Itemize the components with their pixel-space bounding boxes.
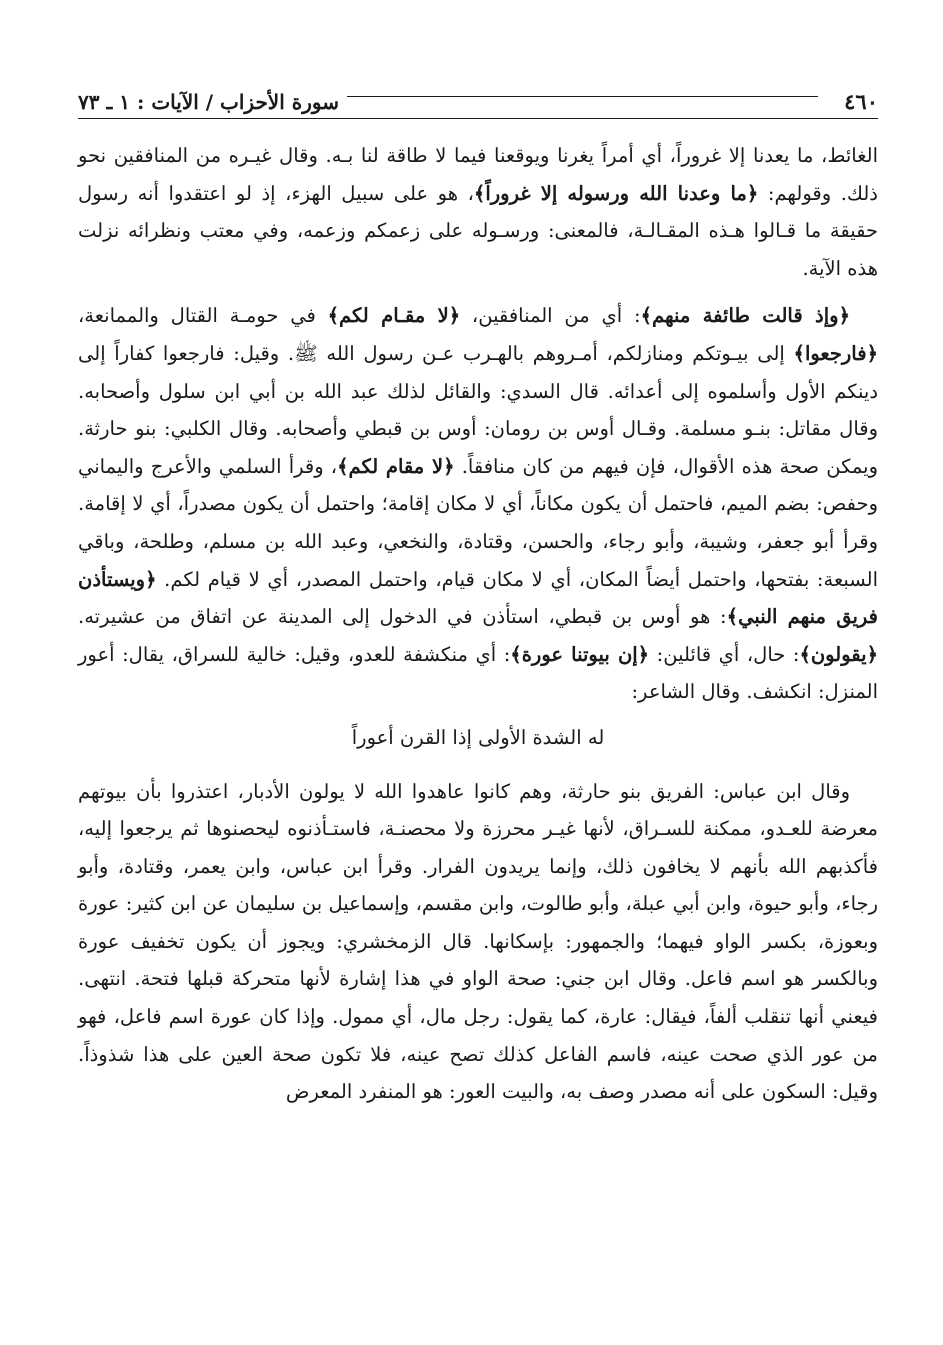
paragraph-3: [78, 773, 878, 1111]
header-rule: [333, 96, 818, 97]
quran-quote: ﴿يقولون﴾: [799, 642, 878, 666]
page-header: [78, 78, 878, 119]
text-segment: ، هو على سبيل الهزء، إذ لو اعتقدوا أنه رسول حقيقة ما قـالوا هـذه المقـالـة، فالمعنى: ورسـوله على زعمكم وزعمه، وفي معتب ونظرائه نزلت هذه الآية.: [78, 181, 878, 280]
quran-quote: ﴿لا مقام لكم﴾: [337, 454, 455, 478]
paragraph-1: [78, 137, 878, 287]
quran-quote: ﴿لا مقـام لكم﴾: [327, 304, 461, 328]
text-segment: الغائط، ما يعدنا إلا غروراً، أي أمراً يغرنا ويوقعنا فيما لا طاقة لنا بـه. وقال غيـره من المنافقين نحو ذلك. وقولهم:: [78, 144, 878, 205]
text-segment: وقال ابن عباس: الفريق بنو حارثة، وهم كانوا عاهدوا الله لا يولون الأدبار، اعتذروا بأن بيوتهم معرضة للعـدو، ممكنة للسـراق، لأنها غيـر محرزة ولا محصنـة، فاستـأذنوه ليحصنوها ثم يرجعوا إليه، فأكذبهم الله بأنهم لا يخافون ذلك، وإنما يريدون الفرار. وقرأ ابن عباس، وابن يعمر، وقتادة، وأبو رجاء، وأبو حيوة، وابن أبي عبلة، وأبو طالوت، وابن مقسم، وإسماعيل بن سليمان عن ابن كثير: عورة وبعوزة، بكسر الواو فيهما؛ والجمهور: بإسكانها. قال الزمخشري: ويجوز أن يكون تخفيف عورة وبالكسر هو اسم فاعل. وقال ابن جني: صحة الواو في هذا إشارة لأنها متحركة قبلها فتحة. انتهى. فيعني أنها تنقلب ألفاً، فيقال: عارة، كما يقول: رجل مال، أي ممول. وإذا كان عورة اسم فاعل، فهو من عور الذي صحت عينه، فاسم الفاعل كذلك تصح عينه، فلا تكون صحة العين على هذا شذوذاً. وقيل: السكون على أنه مصدر وصف به، والبيت العور: هو المنفرد المعرض: [78, 779, 878, 1104]
quran-quote: ﴿ويستأذن فريق منهم النبي﴾: [78, 567, 878, 629]
quran-quote: ﴿ما وعدنا الله ورسوله إلا غروراً﴾: [473, 181, 759, 205]
text-segment: : هو أوس بن قبطي، استأذن في الدخول إلى المدينة عن اتفاق من عشيرته.: [78, 605, 727, 629]
running-title: سورة الأحزاب / الآيات : ١ ـ ٧٣: [78, 90, 347, 114]
text-segment: إلى بيـوتكم ومنازلكم، أمـروهم بالهـرب عـن رسول الله ﷺ. وقيل: فارجعوا كفاراً إلى دينكم الأول وأسلموه إلى أعدائه. قال السدي: والقائل لذلك عبد الله بن أبي ابن سلول وأصحابه. وقال مقاتل: بنـو مسلمة. وقـال أوس بن رومان: أوس بن قبطي وأصحابه. وقال الكلبي: بنو حارثة. ويمكن صحة هذه الأقوال، فإن فيهم من كان منافقاً.: [78, 341, 879, 478]
text-segment: : أي من المنافقين،: [460, 304, 641, 328]
text-segment: : حال، أي قائلين:: [649, 642, 800, 666]
text-segment: في حومـة القتال والممانعة،: [78, 304, 328, 328]
quran-quote: ﴿إن بيوتنا عورة﴾: [510, 642, 650, 666]
text-segment: : أي منكشفة للعدو، وقيل: خالية للسراق، يقال: أعور المنزل: انكشف. وقال الشاعر:: [78, 642, 878, 704]
poetry-verse: له الشدة الأولى إذا القرن أعوراً: [351, 725, 605, 749]
page-number: ٤٦٠: [836, 89, 878, 114]
book-page: [78, 78, 878, 1111]
quran-quote: ﴿فارجعوا﴾: [793, 341, 878, 365]
text-segment: ، وقرأ السلمي والأعرج واليماني وحفص: بضم الميم، فاحتمل أن يكون مكاناً، أي لا مكان إقامة؛ واحتمل أن يكون مصدراً، أي لا إقامة. وقرأ أبو جعفر، وشيبة، وأبو رجاء، والحسن، وقتادة، والنخعي، وعبد الله بن مسلم، وطلحة، وباقي السبعة: بفتحها، واحتمل أيضاً المكان، أي لا مكان قيام، واحتمل المصدر، أي لا قيام لكم.: [78, 454, 878, 591]
paragraph-2: [78, 297, 878, 711]
quran-quote: ﴿وإذ قالت طائفة منهم﴾: [640, 304, 851, 328]
